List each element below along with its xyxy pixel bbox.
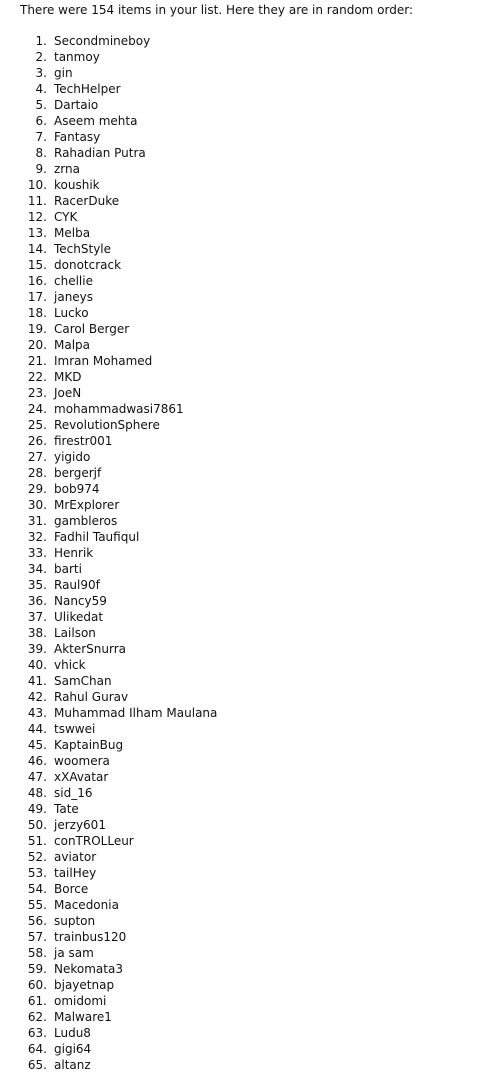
list-item-number: 44. [27, 722, 47, 736]
list-item [0, 641, 485, 657]
list-item-text: koushik [54, 178, 100, 192]
list-item-number: 47. [27, 770, 47, 784]
list-item [0, 481, 485, 497]
list-summary-text: There were 154 items in your list. Here they are in random order: [20, 3, 413, 17]
list-item-number: 19. [27, 322, 47, 336]
list-item-number: 62. [27, 1010, 47, 1024]
list-item-text: tanmoy [54, 50, 100, 64]
list-item-number: 53. [27, 866, 47, 880]
list-item-number: 30. [27, 498, 47, 512]
list-item [0, 577, 485, 593]
list-item-number: 49. [27, 802, 47, 816]
list-item [0, 721, 485, 737]
list-item-number: 34. [27, 562, 47, 576]
list-item-number: 65. [27, 1058, 47, 1072]
list-item [0, 913, 485, 929]
list-item-text: Borce [54, 882, 89, 896]
list-item-text: bjayetnap [54, 978, 115, 992]
list-item-text: ja sam [54, 946, 94, 960]
list-item-number: 10. [27, 178, 47, 192]
list-item [0, 465, 485, 481]
list-item-text: gambleros [54, 514, 118, 528]
list-item-number: 29. [27, 482, 47, 496]
list-item [0, 497, 485, 513]
list-item [0, 1057, 485, 1073]
list-item [0, 225, 485, 241]
list-item-number: 17. [27, 290, 47, 304]
list-item-number: 63. [27, 1026, 47, 1040]
list-item-number: 54. [27, 882, 47, 896]
list-item-text: bob974 [54, 482, 100, 496]
list-item [0, 545, 485, 561]
list-item-number: 8. [35, 146, 47, 160]
list-item-number: 16. [27, 274, 47, 288]
list-item-text: woomera [54, 754, 110, 768]
list-item-text: omidomi [54, 994, 107, 1008]
list-item-number: 28. [27, 466, 47, 480]
list-item-number: 48. [27, 786, 47, 800]
list-item-number: 5. [35, 98, 47, 112]
list-item [0, 897, 485, 913]
list-item [0, 177, 485, 193]
list-item [0, 97, 485, 113]
list-item [0, 289, 485, 305]
list-item-text: trainbus120 [54, 930, 127, 944]
list-item-number: 39. [27, 642, 47, 656]
list-item [0, 321, 485, 337]
list-item [0, 993, 485, 1009]
list-item-number: 33. [27, 546, 47, 560]
list-item-text: Henrik [54, 546, 94, 560]
list-item [0, 305, 485, 321]
list-item-text: Fadhil Taufiqul [54, 530, 140, 544]
list-item-text: Imran Mohamed [54, 354, 153, 368]
list-item-text: tswwei [54, 722, 96, 736]
list-item-text: zrna [54, 162, 80, 176]
list-item-text: Ludu8 [54, 1026, 91, 1040]
list-item [0, 929, 485, 945]
list-item-text: Malware1 [54, 1010, 112, 1024]
list-item-number: 60. [27, 978, 47, 992]
list-item [0, 385, 485, 401]
list-item-text: bergerjf [54, 466, 102, 480]
list-item [0, 273, 485, 289]
list-item-number: 51. [27, 834, 47, 848]
list-item-text: Fantasy [54, 130, 101, 144]
list-item [0, 65, 485, 81]
list-item-number: 13. [27, 226, 47, 240]
list-item-number: 59. [27, 962, 47, 976]
list-item-number: 27. [27, 450, 47, 464]
list-item-text: Nekomata3 [54, 962, 123, 976]
list-item-text: altanz [54, 1058, 91, 1072]
list-item-number: 6. [35, 114, 47, 128]
list-item [0, 369, 485, 385]
list-item [0, 257, 485, 273]
list-item [0, 513, 485, 529]
list-item [0, 705, 485, 721]
list-item-text: Lucko [54, 306, 89, 320]
list-item [0, 769, 485, 785]
list-item-text: Tate [54, 802, 79, 816]
list-item [0, 785, 485, 801]
list-item [0, 145, 485, 161]
list-item-number: 9. [35, 162, 47, 176]
list-item-text: janeys [54, 290, 94, 304]
list-item [0, 401, 485, 417]
list-item-text: gigi64 [54, 1042, 92, 1056]
list-item [0, 657, 485, 673]
list-item [0, 609, 485, 625]
list-item-number: 37. [27, 610, 47, 624]
list-item-number: 3. [35, 66, 47, 80]
list-item [0, 977, 485, 993]
list-item [0, 753, 485, 769]
list-item-text: barti [54, 562, 82, 576]
list-item-number: 1. [35, 34, 47, 48]
list-item-text: supton [54, 914, 96, 928]
list-item [0, 881, 485, 897]
list-item-number: 45. [27, 738, 47, 752]
list-item [0, 593, 485, 609]
list-item-number: 32. [27, 530, 47, 544]
list-item-text: jerzy601 [54, 818, 106, 832]
list-item-number: 20. [27, 338, 47, 352]
list-item-text: Malpa [54, 338, 91, 352]
list-item-number: 61. [27, 994, 47, 1008]
list-item [0, 737, 485, 753]
list-item-number: 22. [27, 370, 47, 384]
list-item-text: vhick [54, 658, 86, 672]
list-item-text: Rahadian Putra [54, 146, 146, 160]
list-item [0, 129, 485, 145]
list-item-number: 2. [35, 50, 47, 64]
list-item-text: yigido [54, 450, 91, 464]
list-item-text: donotcrack [54, 258, 122, 272]
list-item [0, 161, 485, 177]
list-item-text: Dartaio [54, 98, 99, 112]
list-item-number: 14. [27, 242, 47, 256]
list-item-text: RevolutionSphere [54, 418, 160, 432]
random-order-list [0, 33, 485, 1073]
list-item-number: 23. [27, 386, 47, 400]
list-item [0, 529, 485, 545]
list-item-number: 38. [27, 626, 47, 640]
list-item-number: 52. [27, 850, 47, 864]
list-item-number: 12. [27, 210, 47, 224]
list-item [0, 241, 485, 257]
list-item [0, 33, 485, 49]
list-item-text: chellie [54, 274, 93, 288]
list-item-text: RacerDuke [54, 194, 120, 208]
list-item [0, 353, 485, 369]
list-item-number: 58. [27, 946, 47, 960]
list-item-number: 31. [27, 514, 47, 528]
list-item-number: 11. [27, 194, 47, 208]
list-item-text: Melba [54, 226, 91, 240]
list-item [0, 113, 485, 129]
list-item [0, 689, 485, 705]
list-item-number: 43. [27, 706, 47, 720]
list-item-number: 57. [27, 930, 47, 944]
list-item-text: SamChan [54, 674, 112, 688]
list-item-text: Carol Berger [54, 322, 130, 336]
list-item [0, 193, 485, 209]
list-item-text: Raul90f [54, 578, 100, 592]
list-item-number: 15. [27, 258, 47, 272]
list-item-number: 21. [27, 354, 47, 368]
list-item-text: Ulikedat [54, 610, 104, 624]
list-item-number: 40. [27, 658, 47, 672]
list-item-number: 35. [27, 578, 47, 592]
list-item [0, 801, 485, 817]
list-item [0, 961, 485, 977]
list-item [0, 1041, 485, 1057]
list-item-number: 25. [27, 418, 47, 432]
list-item-text: KaptainBug [54, 738, 124, 752]
list-item [0, 817, 485, 833]
list-item [0, 449, 485, 465]
list-item-text: aviator [54, 850, 97, 864]
list-item [0, 833, 485, 849]
list-item-text: mohammadwasi7861 [54, 402, 184, 416]
list-item-text: xXAvatar [54, 770, 109, 784]
list-item-number: 4. [35, 82, 47, 96]
list-item-text: sid_16 [54, 786, 93, 800]
list-item [0, 209, 485, 225]
list-item-number: 26. [27, 434, 47, 448]
list-item-text: firestr001 [54, 434, 113, 448]
list-item-number: 42. [27, 690, 47, 704]
list-item-text: gin [54, 66, 73, 80]
list-item-text: AkterSnurra [54, 642, 127, 656]
list-item [0, 1009, 485, 1025]
list-item-number: 56. [27, 914, 47, 928]
list-item [0, 1025, 485, 1041]
list-item [0, 945, 485, 961]
list-item-text: Aseem mehta [54, 114, 138, 128]
list-item-text: Secondmineboy [54, 34, 151, 48]
list-item-text: JoeN [54, 386, 82, 400]
list-item-text: tailHey [54, 866, 97, 880]
list-item [0, 337, 485, 353]
list-item-number: 55. [27, 898, 47, 912]
list-item-text: MrExplorer [54, 498, 120, 512]
list-item-number: 64. [27, 1042, 47, 1056]
list-item [0, 625, 485, 641]
list-item-text: Muhammad Ilham Maulana [54, 706, 218, 720]
list-item [0, 673, 485, 689]
list-item [0, 417, 485, 433]
list-item-text: TechHelper [54, 82, 121, 96]
list-item-text: CYK [54, 210, 78, 224]
list-item-number: 36. [27, 594, 47, 608]
list-item-text: Nancy59 [54, 594, 107, 608]
list-item-number: 41. [27, 674, 47, 688]
list-item [0, 49, 485, 65]
list-item-text: Macedonia [54, 898, 119, 912]
list-item [0, 849, 485, 865]
list-item-text: conTROLLeur [54, 834, 134, 848]
list-item-text: TechStyle [54, 242, 112, 256]
list-item [0, 561, 485, 577]
list-item-number: 7. [35, 130, 47, 144]
list-item [0, 433, 485, 449]
list-item-text: Lailson [54, 626, 96, 640]
list-item-text: MKD [54, 370, 82, 384]
list-item-text: Rahul Gurav [54, 690, 129, 704]
list-item-number: 50. [27, 818, 47, 832]
list-item [0, 865, 485, 881]
list-item-number: 24. [27, 402, 47, 416]
list-item [0, 81, 485, 97]
list-item-number: 46. [27, 754, 47, 768]
list-item-number: 18. [27, 306, 47, 320]
